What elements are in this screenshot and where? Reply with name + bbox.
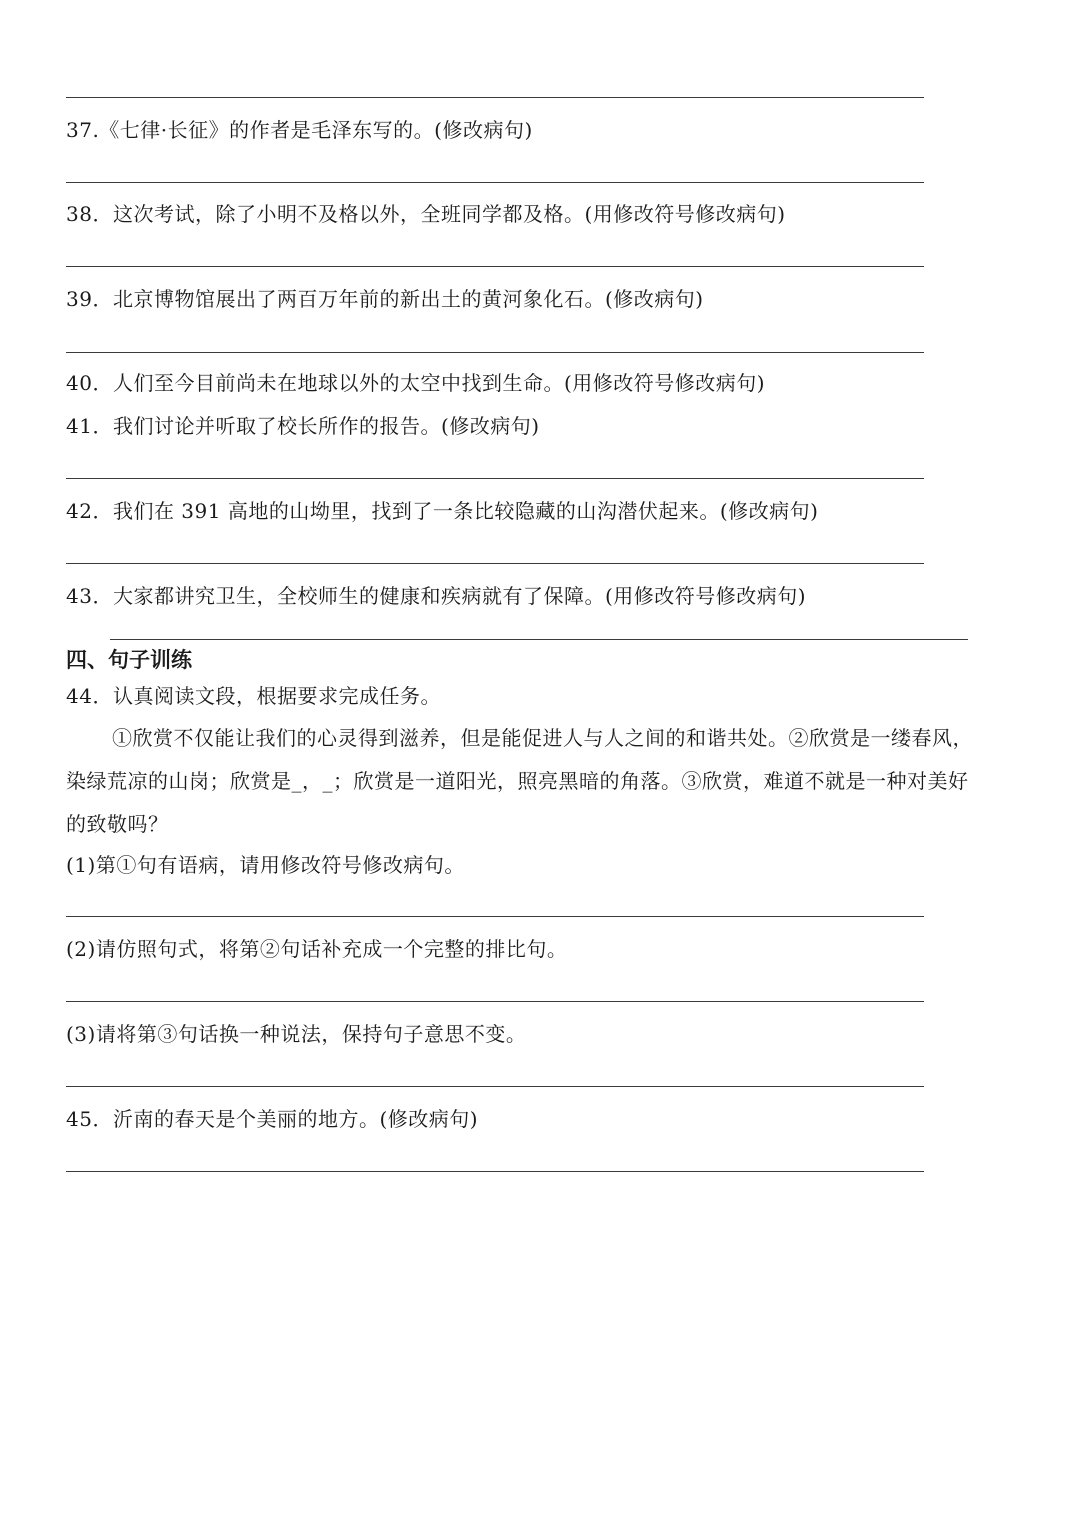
sub-question-3: (3)请将第③句话换一种说法，保持句子意思不变。 — [66, 1022, 527, 1046]
question-39: 39．北京博物馆展出了两百万年前的新出土的黄河象化石。(修改病句) — [66, 287, 704, 311]
answer-line — [66, 563, 924, 564]
passage-line-1: ①欣赏不仅能让我们的心灵得到滋养，但是能促进人与人之间的和谐共处。②欣赏是一缕春风， — [112, 726, 973, 750]
section-heading: 四、句子训练 — [66, 648, 192, 672]
answer-line — [66, 1171, 924, 1172]
question-45: 45．沂南的春天是个美丽的地方。(修改病句) — [66, 1107, 479, 1131]
answer-line — [66, 478, 924, 479]
passage-line-2: 染绿荒凉的山岗；欣赏是_，_；欣赏是一道阳光，照亮黑暗的角落。③欣赏，难道不就是一种对美好 — [66, 769, 969, 793]
question-42: 42．我们在 391 高地的山坳里，找到了一条比较隐藏的山沟潜伏起来。(修改病句) — [66, 499, 819, 523]
answer-line — [66, 352, 924, 353]
passage-line-3: 的致敬吗？ — [66, 812, 169, 836]
question-43: 43．大家都讲究卫生，全校师生的健康和疾病就有了保障。(用修改符号修改病句) — [66, 584, 807, 608]
answer-line — [66, 266, 924, 267]
answer-line — [66, 1086, 924, 1087]
answer-line — [66, 916, 924, 917]
question-38: 38．这次考试，除了小明不及格以外，全班同学都及格。(用修改符号修改病句) — [66, 202, 786, 226]
question-37: 37.《七律·长征》的作者是毛泽东写的。(修改病句) — [66, 118, 533, 142]
sub-question-1: (1)第①句有语病，请用修改符号修改病句。 — [66, 853, 465, 877]
question-44: 44．认真阅读文段，根据要求完成任务。 — [66, 684, 441, 708]
answer-line — [66, 182, 924, 183]
answer-line — [66, 97, 924, 98]
answer-line — [66, 1001, 924, 1002]
sub-question-2: (2)请仿照句式，将第②句话补充成一个完整的排比句。 — [66, 937, 568, 961]
question-41: 41．我们讨论并听取了校长所作的报告。(修改病句) — [66, 414, 540, 438]
question-40: 40．人们至今目前尚未在地球以外的太空中找到生命。(用修改符号修改病句) — [66, 371, 766, 395]
answer-line — [110, 639, 968, 640]
